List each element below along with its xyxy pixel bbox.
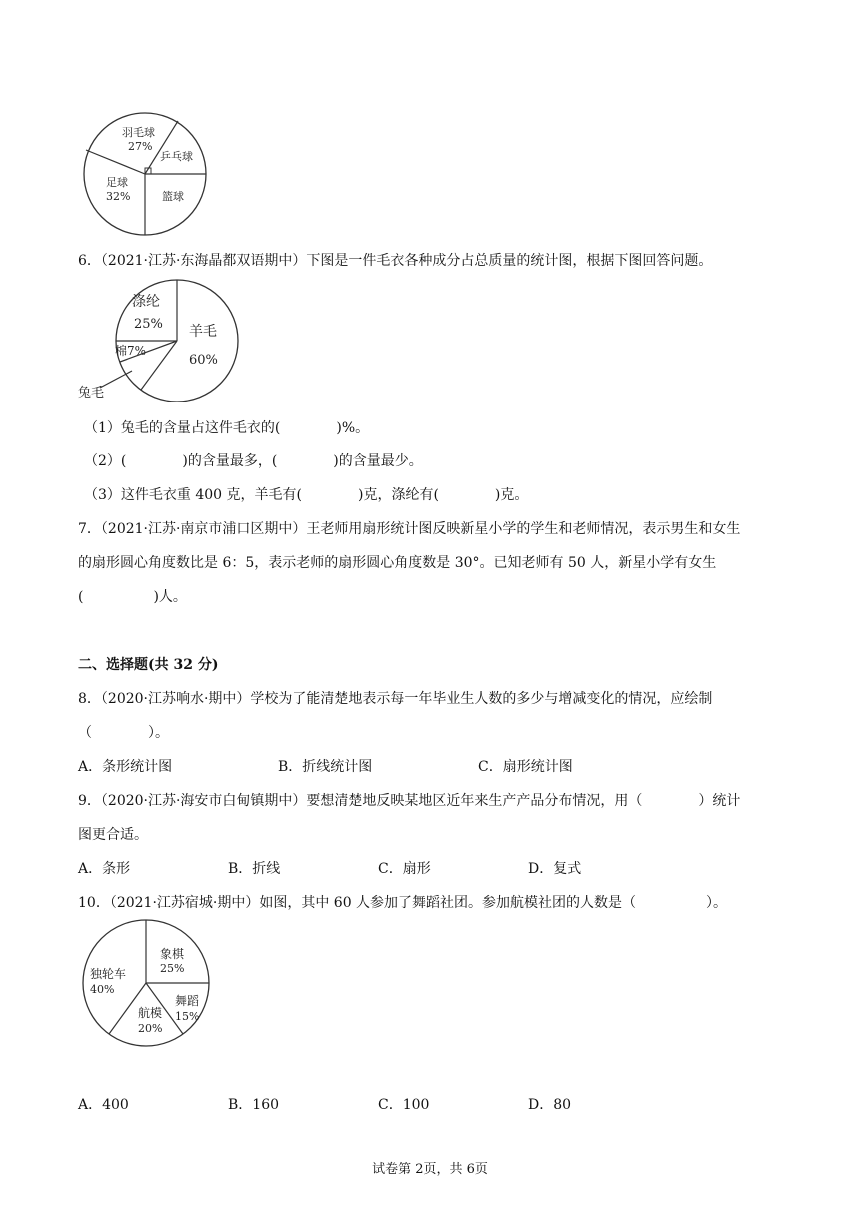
slice-pct-model-aircraft: 20% <box>138 1022 163 1035</box>
page-footer: 试卷第 2页，共 6页 <box>372 1162 488 1177</box>
q7-line2: 的扇形圆心角度数比是 6：5，表示老师的扇形圆心角度数是 30°。已知老师有 50 人，新星小学有女生 <box>78 555 717 571</box>
q8-option-a[interactable]: A．条形统计图 <box>78 759 173 775</box>
slice-pct-wool: 60% <box>189 353 218 368</box>
slice-label-pingpong: 乒乓球 <box>160 150 193 163</box>
q6-sub3: （3）这件毛衣重 400 克，羊毛有( )克，涤纶有( )克。 <box>84 487 529 503</box>
q9-line1: 9．（2020·江苏·海安市白甸镇期中）要想清楚地反映某地区近年来生产产品分布情况，用（ ）统计 <box>78 793 741 809</box>
q8-option-c[interactable]: C．扇形统计图 <box>478 759 573 775</box>
q10-option-b[interactable]: B．160 <box>228 1097 280 1113</box>
q9-line2: 图更合适。 <box>78 827 148 843</box>
slice-pct-football: 32% <box>106 190 131 203</box>
slice-pct-polyester: 25% <box>134 317 163 332</box>
pie-chart-sports <box>78 110 212 238</box>
q9-option-d[interactable]: D．复式 <box>528 861 582 877</box>
q8-line1: 8．（2020·江苏响水·期中）学校为了能清楚地表示每一年毕业生人数的多少与增减变化的情况，应绘制 <box>78 691 713 707</box>
q7-line3: ( )人。 <box>78 589 187 605</box>
q7-line1: 7．（2021·江苏·南京市浦口区期中）王老师用扇形统计图反映新星小学的学生和老师情况，表示男生和女生 <box>78 521 741 537</box>
slice-pct-chess: 25% <box>160 962 185 975</box>
slice-label-basketball: 篮球 <box>162 190 184 203</box>
q10-option-d[interactable]: D．80 <box>528 1097 572 1113</box>
slice-label-cotton: 棉7% <box>115 344 147 358</box>
slice-label-chess: 象棋 <box>160 947 185 961</box>
q6-stem: 6．（2021·江苏·东海晶都双语期中）下图是一件毛衣各种成分占总质量的统计图，根据下图回答问题。 <box>78 253 713 269</box>
slice-pct-dance: 15% <box>175 1010 200 1023</box>
q10-option-c[interactable]: C．100 <box>378 1097 430 1113</box>
slice-label-unicycle: 独轮车 <box>90 967 127 981</box>
q9-option-c[interactable]: C．扇形 <box>378 861 431 877</box>
slice-label-football: 足球 <box>106 176 128 189</box>
slice-label-badminton: 羽毛球 <box>122 126 155 139</box>
q10-line1: 10．（2021·江苏宿城·期中）如图，其中 60 人参加了舞蹈社团。参加航模社团的人数是（ ）。 <box>78 895 728 911</box>
slice-label-dance: 舞蹈 <box>175 994 200 1008</box>
pie-chart-sweater <box>76 278 246 402</box>
q8-line2: （ ）。 <box>78 725 169 741</box>
q6-sub1: （1）兔毛的含量占这件毛衣的( )%。 <box>84 420 370 436</box>
slice-label-rabbit-hair: 兔毛 <box>78 386 105 401</box>
slice-label-wool: 羊毛 <box>189 324 217 340</box>
slice-label-polyester: 涤纶 <box>132 294 160 310</box>
q8-option-b[interactable]: B．折线统计图 <box>278 759 373 775</box>
q9-option-a[interactable]: A．条形 <box>78 861 131 877</box>
section-title-multiple-choice: 二、选择题(共 32 分) <box>78 657 219 673</box>
slice-label-model-aircraft: 航模 <box>138 1006 163 1020</box>
slice-pct-badminton: 27% <box>128 140 153 153</box>
q9-option-b[interactable]: B．折线 <box>228 861 281 877</box>
slice-pct-unicycle: 40% <box>90 983 115 996</box>
q6-sub2: （2）( )的含量最多，( )的含量最少。 <box>84 453 423 469</box>
pie-chart-clubs <box>78 916 214 1050</box>
q10-option-a[interactable]: A．400 <box>78 1097 129 1113</box>
